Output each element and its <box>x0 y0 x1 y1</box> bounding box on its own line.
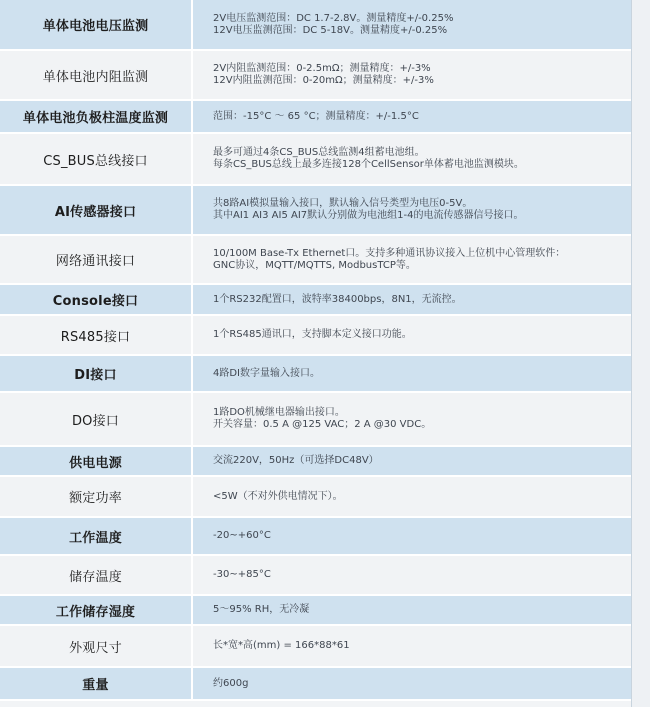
spec-value <box>193 626 631 666</box>
spec-row <box>0 236 631 285</box>
spec-value-line: 约600g <box>213 677 249 689</box>
spec-row <box>0 477 631 518</box>
spec-label: 供电电源 <box>0 447 193 475</box>
spec-row <box>0 285 631 316</box>
spec-value-line: -20~+60°C <box>213 530 271 541</box>
spec-value-line: 5～95% RH，无冷凝 <box>213 604 310 615</box>
spec-value-line: 12V电压监测范围：DC 5-18V。测量精度+/-0.25% <box>213 24 448 36</box>
spec-value-line: <5W（不对外供电情况下）。 <box>213 490 343 502</box>
spec-value <box>193 556 631 594</box>
spec-label: DI接口 <box>0 356 193 391</box>
spec-value-line: 12V内阻监测范围：0-20mΩ；测量精度：+/-3% <box>213 75 434 86</box>
spec-value-line: 范围：-15°C ～ 65 °C；测量精度：+/-1.5°C <box>213 110 419 122</box>
spec-label: 储存温度 <box>0 556 193 594</box>
spec-label: 外观尺寸 <box>0 626 193 666</box>
spec-value-line: -30~+85°C <box>213 569 271 580</box>
spec-value-line: 其中AI1 AI3 AI5 AI7默认分别做为电池组1-4的电流传感器信号接口。 <box>213 210 524 221</box>
spec-label: 单体电池电压监测 <box>0 0 193 49</box>
spec-value <box>193 236 631 283</box>
spec-value <box>193 447 631 475</box>
spec-value-line: 每条CS_BUS总线上最多连接128个CellSensor单体蓄电池监测模块。 <box>213 159 524 170</box>
spec-label: Console接口 <box>0 285 193 314</box>
spec-row <box>0 316 631 356</box>
spec-row <box>0 668 631 701</box>
spec-row <box>0 356 631 393</box>
spec-row <box>0 518 631 556</box>
spec-value-line: 共8路AI模拟量输入接口，默认输入信号类型为电压0-5V。 <box>213 198 473 209</box>
spec-value-line: 长*宽*高(mm) = 166*88*61 <box>213 640 350 651</box>
spec-value-line: 开关容量：0.5 A @125 VAC；2 A @30 VDC。 <box>213 419 432 430</box>
spec-value-line: 最多可通过4条CS_BUS总线监测4组蓄电池组。 <box>213 147 425 158</box>
spec-label: 额定功率 <box>0 477 193 516</box>
spec-value <box>193 51 631 99</box>
spec-label: AI传感器接口 <box>0 186 193 234</box>
spec-label: 工作储存湿度 <box>0 596 193 624</box>
spec-row <box>0 0 631 51</box>
spec-value-line: 2V电压监测范围：DC 1.7-2.8V。测量精度+/-0.25% <box>213 12 454 24</box>
spec-row <box>0 626 631 668</box>
spec-row <box>0 556 631 596</box>
spec-label: 重量 <box>0 668 193 699</box>
spec-row <box>0 596 631 626</box>
spec-label: CS_BUS总线接口 <box>0 134 193 184</box>
spec-label: 工作温度 <box>0 518 193 554</box>
spec-value <box>193 316 631 354</box>
spec-value-line: GNC协议，MQTT/MQTTS, ModbusTCP等。 <box>213 259 416 271</box>
spec-value-line: 1个RS485通讯口，支持脚本定义接口功能。 <box>213 329 412 340</box>
spec-value <box>193 285 631 314</box>
spec-value-line: 10/100M Base-Tx Ethernet口。支持多种通讯协议接入上位机中心管理软件： <box>213 247 566 259</box>
spec-row <box>0 447 631 477</box>
spec-label: 单体电池内阻监测 <box>0 51 193 99</box>
spec-value <box>193 186 631 234</box>
spec-row <box>0 186 631 236</box>
spec-value <box>193 0 631 49</box>
spec-row <box>0 134 631 186</box>
spec-value <box>193 393 631 445</box>
spec-row <box>0 393 631 447</box>
spec-row <box>0 51 631 101</box>
spec-value-line: 2V内阻监测范围：0-2.5mΩ；测量精度：+/-3% <box>213 63 431 74</box>
spec-label: DO接口 <box>0 393 193 445</box>
spec-value-line: 1个RS232配置口，波特率38400bps，8N1，无流控。 <box>213 293 462 305</box>
spec-value-line: 1路DO机械继电器输出接口。 <box>213 407 345 418</box>
spec-value <box>193 596 631 624</box>
spec-value-line: 4路DI数字量输入接口。 <box>213 367 321 379</box>
spec-row <box>0 101 631 134</box>
spec-value <box>193 518 631 554</box>
spec-label: 单体电池负极柱温度监测 <box>0 101 193 132</box>
spec-value <box>193 101 631 132</box>
spec-value <box>193 668 631 699</box>
spec-value <box>193 356 631 391</box>
spec-value <box>193 477 631 516</box>
spec-label: 网络通讯接口 <box>0 236 193 283</box>
spec-label: RS485接口 <box>0 316 193 354</box>
spec-value <box>193 134 631 184</box>
spec-value-line: 交流220V，50Hz（可选择DC48V） <box>213 455 379 466</box>
